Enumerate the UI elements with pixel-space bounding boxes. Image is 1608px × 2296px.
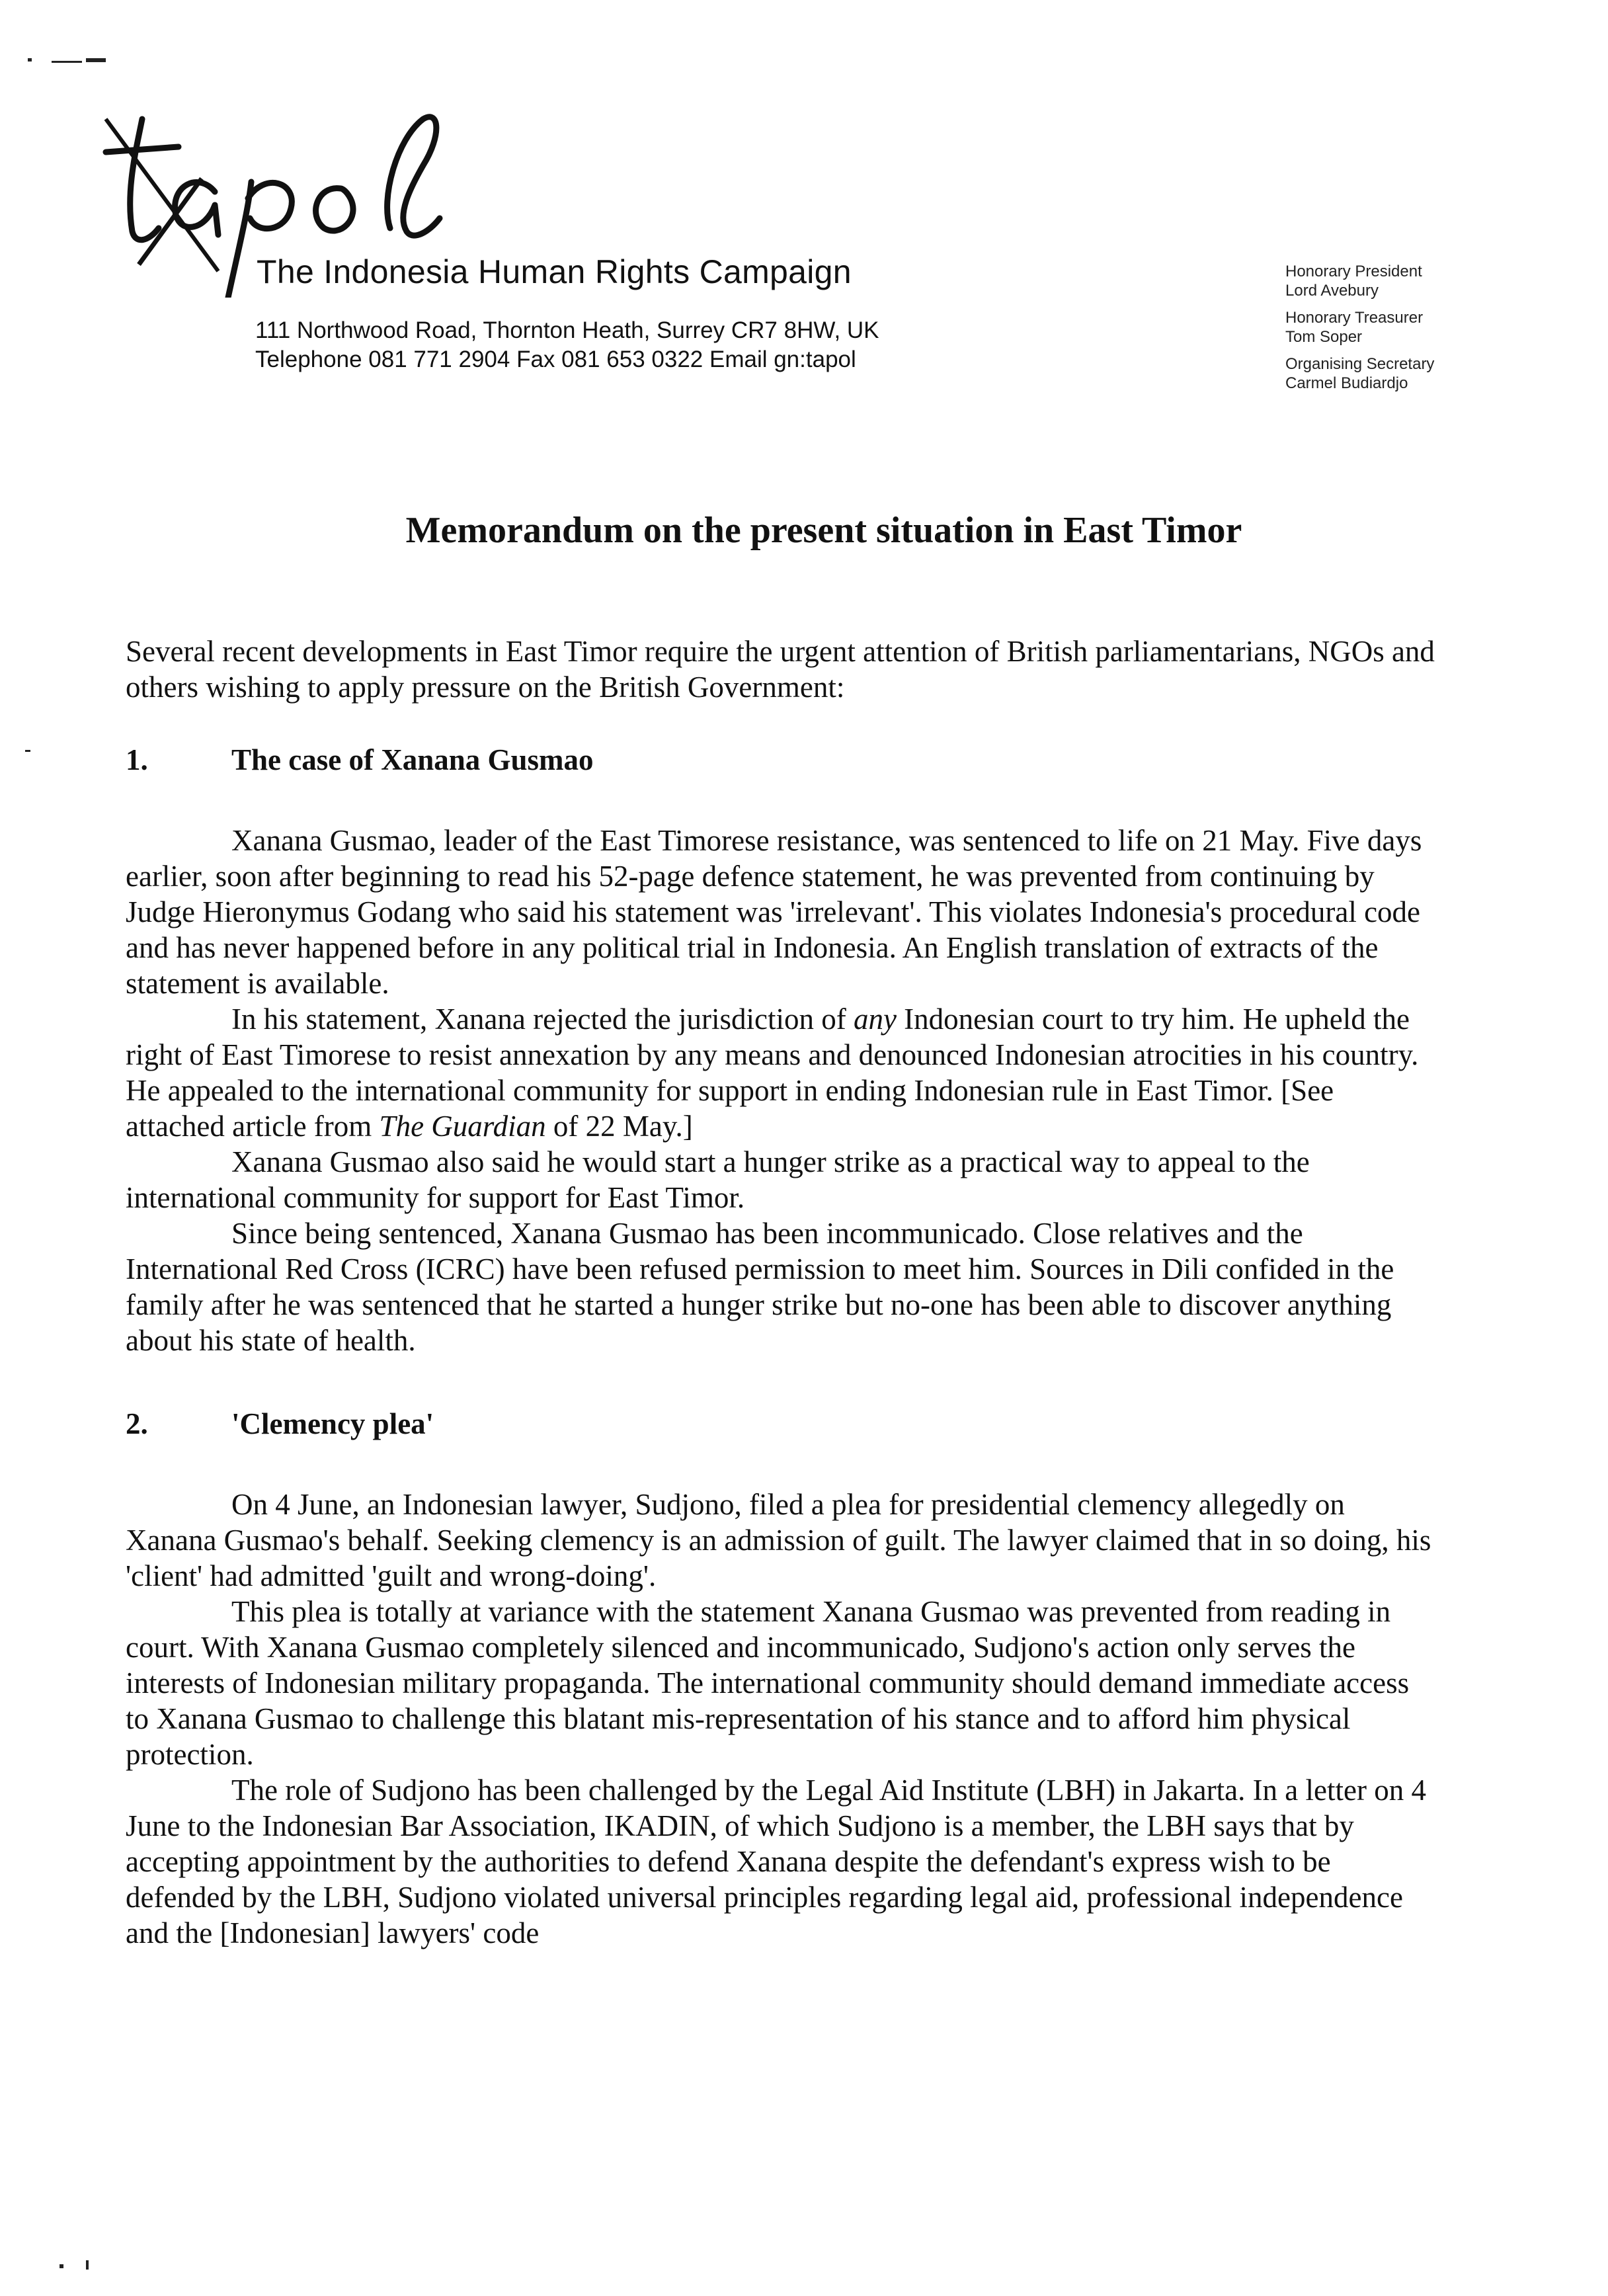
memo-title: Memorandum on the present situation in East Timor: [405, 510, 1242, 551]
paragraph: Xanana Gusmao, leader of the East Timorese resistance, was sentenced to life on 21 May. Five days earlier, soon after beginning to read his 52-page defence statement, he was prevented from continuing by Judge Hieronymus Godang who said his statement was 'irrelevant'. This violates Indonesia's procedural code and has never happened before in any political trial in Indonesia. An English translation of extracts of the statement is available.: [126, 824, 1422, 1000]
section-heading: [126, 742, 1435, 778]
section-title: 'Clemency plea': [231, 1407, 434, 1440]
org-name: The Indonesia Human Rights Campaign: [257, 253, 852, 290]
officer-role: Honorary Treasurer: [1285, 309, 1424, 327]
scan-mark: [28, 58, 32, 62]
scan-mark: [86, 2260, 89, 2270]
scan-mark: [52, 61, 82, 63]
section-spacer: [126, 1358, 1435, 1406]
section-title: The case of Xanana Gusmao: [231, 743, 594, 776]
officer-entry: [1285, 308, 1434, 347]
section-number: 1.: [126, 743, 148, 776]
officers-list: [1285, 262, 1434, 401]
officer-role: Organising Secretary: [1285, 355, 1435, 373]
officer-name: Lord Avebury: [1285, 282, 1379, 300]
officer-role: Honorary President: [1285, 263, 1422, 280]
contact-line: Telephone 081 771 2904 Fax 081 653 0322 Email gn:tapol: [255, 347, 856, 372]
scan-mark: [25, 750, 30, 752]
emphasis: any: [853, 1003, 897, 1036]
text-run: of 22 May.]: [545, 1110, 693, 1143]
text-run: In his statement, Xanana rejected the jurisdiction of: [231, 1003, 854, 1036]
paragraph: This plea is totally at variance with the statement Xanana Gusmao was prevented from reading in court. With Xanana Gusmao completely silenced and incommunicado, Sudjono's action only serves the interests of Indonesian military propaganda. The international community should demand immediate access to Xanana Gusmao to challenge this blatant mis-representation of his stance and to afford him physical protection.: [126, 1595, 1410, 1771]
officer-name: Tom Soper: [1285, 328, 1363, 346]
scan-mark: [86, 58, 106, 62]
officer-entry: [1285, 262, 1434, 300]
officer-entry: [1285, 354, 1434, 393]
memo-body: [126, 634, 1435, 1951]
paragraph: [126, 1001, 1435, 1144]
publication-name: The Guardian: [379, 1110, 546, 1143]
text-run: Indonesian court to try him. He upheld the right of East Timorese to resist annexation by any means and denounced Indonesian atrocities in his country. He appealed to the international community for support in ending Indonesian rule in East Timor. [See attached article from: [126, 1003, 1419, 1143]
officer-name: Carmel Budiardjo: [1285, 374, 1408, 392]
paragraph: On 4 June, an Indonesian lawyer, Sudjono, filed a plea for presidential clemency allegedly on Xanana Gusmao's behalf. Seeking clemency is an admission of guilt. The lawyer claimed that in so doing, his 'client' had admitted 'guilt and wrong-doing'.: [126, 1488, 1431, 1592]
scan-mark: [60, 2264, 63, 2268]
paragraph: Since being sentenced, Xanana Gusmao has been incommunicado. Close relatives and the International Red Cross (ICRC) have been refused permission to meet him. Sources in Dili confided in the family after he was sentenced that he started a hunger strike but no-one has been able to discover anything about his state of health.: [126, 1217, 1394, 1357]
intro-paragraph: Several recent developments in East Timor require the urgent attention of British parliamentarians, NGOs and others wishing to apply pressure on the British Government:: [126, 635, 1435, 704]
paragraph: The role of Sudjono has been challenged by the Legal Aid Institute (LBH) in Jakarta. In a letter on 4 June to the Indonesian Bar Association, IKADIN, of which Sudjono is a member, the LBH says that by accepting appointment by the authorities to defend Xanana despite the defendant's express wish to be defended by the LBH, Sudjono violated universal principles regarding legal aid, professional independence and the [Indonesian] lawyers' code: [126, 1774, 1426, 1949]
section-number: 2.: [126, 1407, 148, 1440]
org-address: [255, 316, 879, 374]
section-heading: [126, 1406, 1435, 1442]
paragraph: Xanana Gusmao also said he would start a hunger strike as a practical way to appeal to the international community for support for East Timor.: [126, 1145, 1310, 1214]
address-line: 111 Northwood Road, Thornton Heath, Surrey CR7 8HW, UK: [255, 317, 879, 343]
